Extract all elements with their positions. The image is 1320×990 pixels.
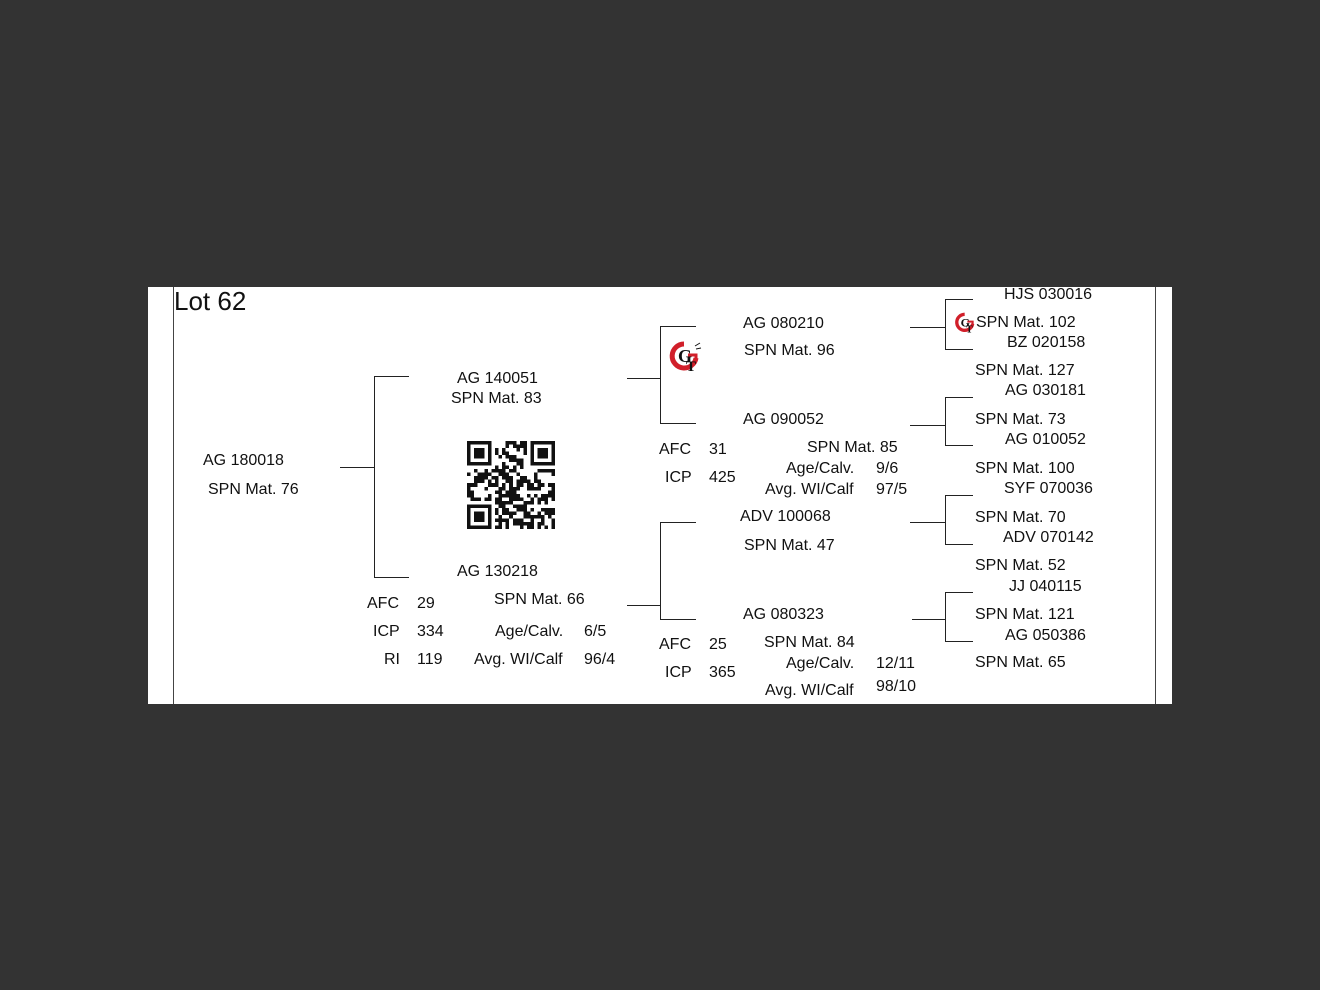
connector-line [945, 495, 973, 496]
dam-afc-label: AFC [367, 595, 399, 612]
connector-line [945, 592, 946, 642]
connector-line [660, 326, 661, 424]
dam-dam-avg-wi-label: Avg. WI/Calf [765, 682, 854, 699]
dam-avg-wi-label: Avg. WI/Calf [474, 651, 563, 668]
gen3-id: AG 050386 [1005, 627, 1086, 644]
dam-ri-value: 119 [417, 651, 443, 668]
dam-age-calv-label: Age/Calv. [495, 623, 564, 640]
gen3-id: JJ 040115 [1009, 578, 1082, 595]
svg-text:G: G [960, 315, 971, 330]
dam-spn: SPN Mat. 66 [494, 591, 585, 608]
connector-line [945, 495, 946, 545]
sire-dam-age-calv-label: Age/Calv. [786, 460, 855, 477]
svg-text:G: G [678, 346, 693, 366]
gen3-id: AG 010052 [1005, 431, 1086, 448]
gen3-spn: SPN Mat. 127 [975, 362, 1075, 379]
gen3-id: ADV 070142 [1003, 529, 1094, 546]
gt-genotype-logo-icon [954, 311, 978, 335]
connector-line [945, 641, 973, 642]
dam-id: AG 130218 [457, 563, 538, 580]
lot-title: Lot 62 [174, 287, 247, 316]
gen3-spn: SPN Mat. 70 [975, 509, 1066, 526]
sire-dam-afc-value: 31 [709, 441, 727, 458]
sire-dam-id: AG 090052 [743, 411, 824, 428]
connector-line [660, 522, 661, 620]
qr-code-icon [467, 441, 555, 529]
connector-line [374, 376, 409, 377]
sire-dam-avg-wi-value: 97/5 [876, 481, 908, 498]
animal-spn: SPN Mat. 76 [208, 481, 299, 498]
connector-line [945, 544, 973, 545]
dam-avg-wi-value: 96/4 [584, 651, 616, 668]
connector-line [910, 327, 945, 328]
gen3-id: BZ 020158 [1007, 334, 1086, 351]
connector-line [945, 592, 973, 593]
connector-line [374, 376, 375, 578]
connector-line [945, 445, 973, 446]
connector-line [945, 299, 973, 300]
svg-text:T: T [686, 359, 697, 374]
connector-line [660, 326, 696, 327]
dam-sire-spn: SPN Mat. 47 [744, 537, 835, 554]
dam-age-calv-value: 6/5 [584, 623, 607, 640]
gen3-id: AG 030181 [1005, 382, 1086, 399]
sire-dam-icp-label: ICP [665, 469, 692, 486]
pedigree-sheet [148, 287, 1172, 704]
left-border [173, 287, 174, 704]
dam-dam-afc-value: 25 [709, 636, 727, 653]
dam-ri-label: RI [384, 651, 400, 668]
animal-id: AG 180018 [203, 452, 284, 469]
sire-sire-spn: SPN Mat. 96 [744, 342, 835, 359]
dam-dam-afc-label: AFC [659, 636, 691, 653]
gt-genotype-logo-icon [668, 340, 704, 374]
gen3-spn: SPN Mat. 52 [975, 557, 1066, 574]
connector-line [912, 619, 945, 620]
connector-line [660, 619, 696, 620]
sire-dam-age-calv-value: 9/6 [876, 460, 899, 477]
dam-dam-id: AG 080323 [743, 606, 824, 623]
dam-dam-spn: SPN Mat. 84 [764, 634, 855, 651]
dam-dam-icp-value: 365 [709, 664, 736, 681]
gen3-id: HJS 030016 [1004, 287, 1093, 303]
sire-dam-afc-label: AFC [659, 441, 691, 458]
right-border [1155, 287, 1156, 704]
sire-spn: SPN Mat. 83 [451, 390, 542, 407]
connector-line [627, 605, 660, 606]
dam-dam-age-calv-label: Age/Calv. [786, 655, 855, 672]
gen3-spn: SPN Mat. 100 [975, 460, 1075, 477]
connector-line [945, 397, 973, 398]
connector-line [945, 349, 973, 350]
dam-afc-value: 29 [417, 595, 435, 612]
dam-icp-label: ICP [373, 623, 400, 640]
connector-line [627, 378, 660, 379]
sire-dam-icp-value: 425 [709, 469, 736, 486]
connector-line [374, 577, 409, 578]
sire-dam-avg-wi-label: Avg. WI/Calf [765, 481, 854, 498]
gen3-spn: SPN Mat. 65 [975, 654, 1066, 671]
connector-line [660, 522, 696, 523]
dam-icp-value: 334 [417, 623, 444, 640]
svg-text:T: T [966, 324, 973, 335]
connector-line [945, 299, 946, 350]
gen3-id: SYF 070036 [1004, 480, 1093, 497]
gen3-spn: SPN Mat. 102 [976, 314, 1076, 331]
dam-dam-icp-label: ICP [665, 664, 692, 681]
connector-line [910, 425, 945, 426]
gen3-spn: SPN Mat. 73 [975, 411, 1066, 428]
connector-line [660, 423, 696, 424]
dam-dam-age-calv-value: 12/11 [876, 655, 915, 672]
dam-dam-avg-wi-value: 98/10 [876, 678, 917, 695]
sire-id: AG 140051 [457, 370, 538, 387]
connector-line [910, 522, 945, 523]
gen3-spn: SPN Mat. 121 [975, 606, 1075, 623]
connector-line [945, 397, 946, 446]
sire-dam-spn: SPN Mat. 85 [807, 439, 898, 456]
connector-line [340, 467, 374, 468]
sire-sire-id: AG 080210 [743, 315, 824, 332]
dam-sire-id: ADV 100068 [740, 508, 831, 525]
